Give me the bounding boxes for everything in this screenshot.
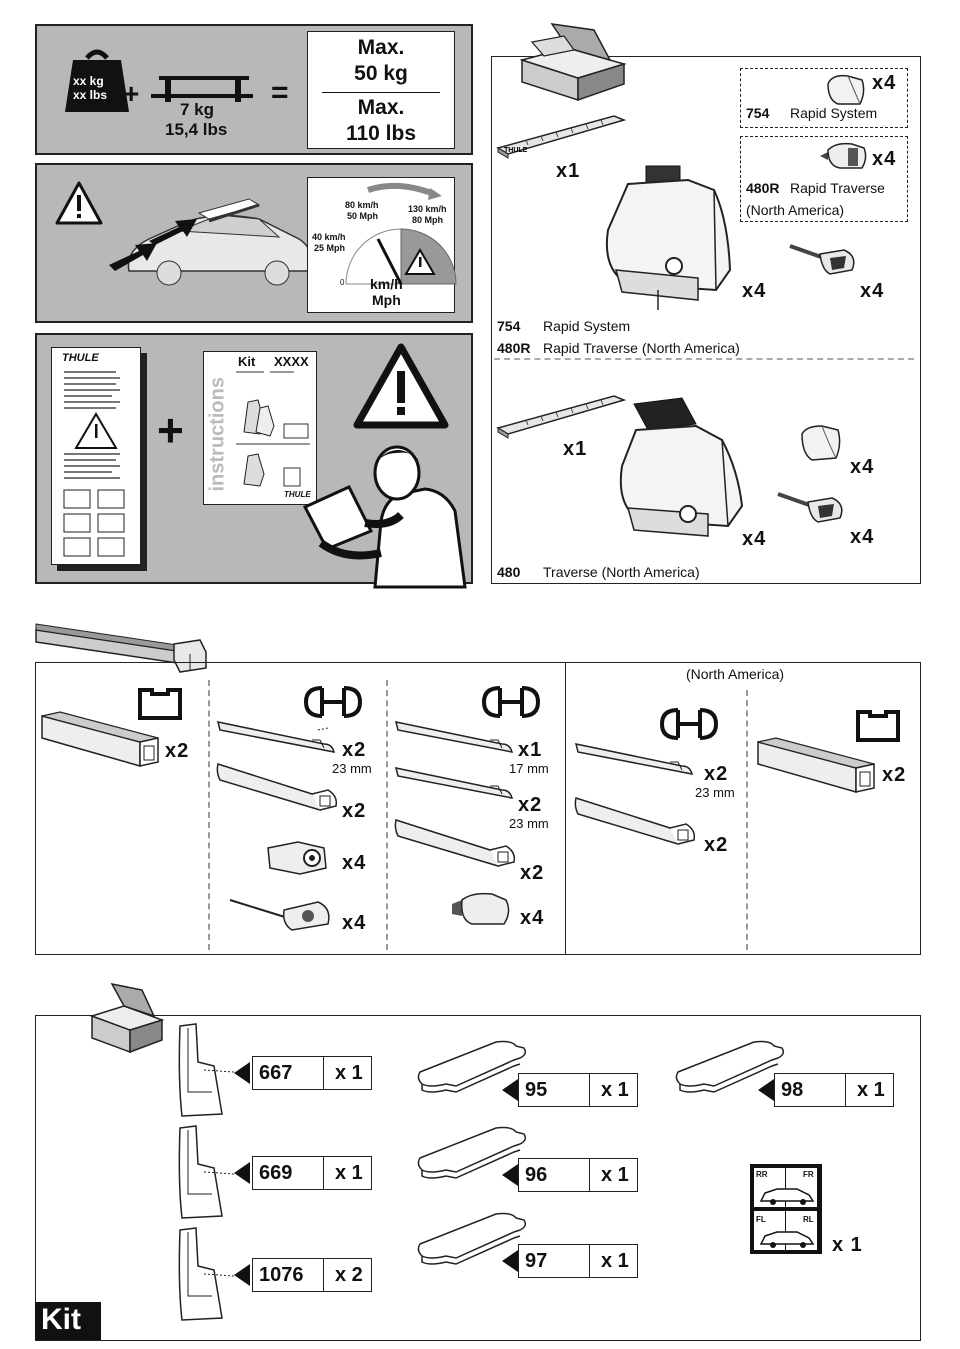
sticker-rl: RL	[803, 1215, 814, 1224]
pad-97-code: 97	[525, 1250, 548, 1272]
max-label: Max.	[357, 36, 405, 59]
car-icon-2	[759, 1228, 815, 1248]
wing-bar-short-icon	[216, 718, 340, 758]
bar-weight-kg: 7 kg	[180, 100, 215, 119]
sticker-rr: RR	[756, 1170, 768, 1179]
bolt-adapter-icon	[228, 894, 340, 934]
manual-booklet	[51, 347, 141, 565]
bracket-1076-row	[252, 1258, 372, 1292]
plus-sign-2: +	[157, 404, 184, 456]
c2-r3-qty: x4	[342, 852, 367, 874]
c2-r4-qty: x4	[342, 912, 367, 934]
legend-480r-code: 480R	[497, 340, 531, 356]
unit-kmh: km/h	[370, 276, 403, 292]
kit-sheet-brand: THULE	[284, 490, 311, 499]
bracket-1076-qty: x 2	[335, 1264, 363, 1286]
c3-r1-mm: 17 mm	[509, 761, 549, 776]
position-sticker	[750, 1164, 822, 1254]
pad-96-qty: x 1	[601, 1164, 629, 1186]
foot-2-qty: x4	[742, 528, 767, 550]
bracket-669-qty: x 1	[335, 1162, 363, 1184]
plus-sign: +	[123, 78, 140, 109]
col-separator-1	[208, 680, 210, 950]
bars-divider	[565, 662, 566, 955]
c3-r3-qty: x2	[520, 862, 545, 884]
end-cap-icon	[798, 424, 844, 464]
wing-bar-23-icon	[394, 764, 518, 804]
c2-r2-qty: x2	[342, 800, 367, 822]
pointer-arrow-icon-4	[502, 1079, 518, 1101]
wing-profile-icon-3	[660, 708, 718, 740]
traverse-foot-icon	[612, 396, 750, 546]
kit-code: XXXX	[274, 354, 309, 369]
bracket-667-qty: x 1	[335, 1062, 363, 1084]
c4-r1-mm: 23 mm	[695, 785, 735, 800]
legend-480-name: Traverse (North America)	[543, 564, 700, 580]
speed-panel	[35, 163, 473, 323]
weight-label-lbs: xx lbs	[73, 88, 108, 102]
unit-mph: Mph	[372, 292, 401, 308]
lock-key-icon-2	[774, 488, 850, 528]
speed-80: 80 km/h	[345, 200, 379, 210]
square-bar-qty: x2	[165, 740, 190, 762]
measuring-ruler-icon-2	[496, 392, 626, 438]
warning-large-icon	[353, 343, 449, 429]
pad-96-code: 96	[525, 1164, 548, 1186]
legend-754-name: Rapid System	[543, 318, 631, 334]
roof-foot-icon	[598, 160, 738, 310]
c3-r1-qty: x1	[518, 739, 543, 761]
pointer-arrow-icon	[234, 1062, 250, 1084]
equals-sign: =	[271, 76, 289, 109]
speed-zero: 0	[340, 278, 345, 287]
pad-96-row	[518, 1158, 638, 1192]
bracket-1076-icon	[174, 1226, 230, 1322]
pad-97-row	[518, 1244, 638, 1278]
speed-25: 25 Mph	[314, 243, 346, 253]
package-box-icon	[514, 20, 632, 100]
measuring-ruler-icon	[496, 112, 626, 158]
c5-qty: x2	[882, 764, 907, 786]
instructions-label: instructions	[206, 377, 229, 492]
pointer-arrow-icon-6	[502, 1250, 518, 1272]
lock-key-icon	[786, 240, 862, 280]
sheet-diagrams-icon	[234, 372, 314, 502]
square-bar-na-icon	[756, 738, 876, 798]
part-754-qty: x4	[872, 72, 897, 94]
instructions-panel	[35, 333, 473, 584]
divider	[322, 92, 440, 93]
part-480r-qty: x4	[872, 148, 897, 170]
manual-lines-icon	[60, 368, 132, 558]
speed-50: 50 Mph	[347, 211, 379, 221]
sticker-fl: FL	[756, 1215, 766, 1224]
wing-bar-na-icon	[574, 740, 698, 780]
col-separator-2	[386, 680, 388, 950]
c3-r4-qty: x4	[520, 907, 545, 929]
pad-97-qty: x 1	[601, 1250, 629, 1272]
pad-95-qty: x 1	[601, 1079, 629, 1101]
legend-480-code: 480	[497, 564, 521, 580]
legend-480r-name: Rapid Traverse (North America)	[543, 340, 740, 356]
part-754-code: 754	[746, 105, 770, 121]
pad-95-row	[518, 1073, 638, 1107]
key-qty: x4	[860, 280, 885, 302]
part-754-name: Rapid System	[790, 105, 878, 121]
kit-tag-label: Kit	[41, 1303, 81, 1336]
speed-gauge-box	[307, 177, 455, 313]
bracket-1076-code: 1076	[259, 1264, 304, 1286]
kit-tag	[35, 1302, 101, 1340]
pad-98-code: 98	[781, 1079, 804, 1101]
part-480r-name: Rapid Traverse	[790, 180, 885, 196]
warning-icon	[55, 181, 103, 225]
bars-region-label: (North America)	[686, 666, 785, 682]
bracket-667-code: 667	[259, 1062, 293, 1084]
cap-2-qty: x4	[850, 456, 875, 478]
pad-98-row	[774, 1073, 894, 1107]
max-label-2: Max.	[357, 96, 405, 119]
max-lbs: 110 lbs	[345, 122, 417, 145]
wing-bar-na-icon-2	[574, 794, 698, 854]
pointer-arrow-icon-3	[234, 1264, 250, 1286]
max-kg: 50 kg	[354, 62, 408, 85]
bracket-669-icon	[174, 1124, 230, 1220]
weight-label: xx kg	[73, 74, 104, 88]
kit-label: Kit	[238, 354, 256, 369]
pointer-arrow-icon-2	[234, 1162, 250, 1184]
pad-95-code: 95	[525, 1079, 548, 1101]
ruler-2-qty: x1	[563, 438, 588, 460]
rapid-cap-icon	[824, 72, 868, 108]
part-480r-code: 480R	[746, 180, 780, 196]
adapter-icon	[264, 838, 334, 878]
max-load-box	[307, 31, 455, 149]
rapid-traverse-cap-icon	[818, 138, 870, 172]
key-2-qty: x4	[850, 526, 875, 548]
manual-brand: THULE	[62, 352, 99, 364]
svg-text:THULE: THULE	[504, 147, 528, 154]
feet-divider	[494, 358, 914, 360]
speed-80mph: 80 Mph	[412, 215, 444, 225]
sticker-fr: FR	[803, 1170, 814, 1179]
foot-qty: x4	[742, 280, 767, 302]
c2-r1-qty: x2	[342, 739, 367, 761]
car-icon	[759, 1185, 815, 1205]
person-reading-icon	[305, 431, 475, 587]
pad-98-qty: x 1	[857, 1079, 885, 1101]
ruler-qty: x1	[556, 160, 581, 182]
speed-40: 40 km/h	[312, 232, 346, 242]
bracket-667-row	[252, 1056, 372, 1090]
wing-bar-17-icon	[394, 718, 518, 758]
c4-r1-qty: x2	[704, 763, 729, 785]
wing-bar-icon-3	[394, 816, 518, 876]
load-panel	[35, 24, 473, 155]
bracket-667-icon	[174, 1022, 230, 1118]
wing-profile-icon-2	[482, 686, 540, 718]
pointer-arrow-icon-5	[502, 1164, 518, 1186]
c4-r2-qty: x2	[704, 834, 729, 856]
end-cap-icon-2	[450, 890, 514, 930]
speed-130: 130 km/h	[408, 204, 447, 214]
col-separator-3	[746, 690, 748, 950]
wing-profile-icon	[304, 686, 362, 718]
square-bar-icon	[40, 712, 160, 772]
legend-754-code: 754	[497, 318, 521, 334]
bracket-669-code: 669	[259, 1162, 293, 1184]
c3-r2-qty: x2	[518, 794, 543, 816]
c2-r1-mm: 23 mm	[332, 761, 372, 776]
pointer-arrow-icon-7	[758, 1079, 774, 1101]
car-with-bars-icon	[109, 191, 319, 291]
wing-bar-icon	[216, 760, 340, 820]
kit-sheet	[203, 351, 317, 505]
bracket-669-row	[252, 1156, 372, 1190]
package-box-icon-2	[88, 980, 168, 1056]
bar-weight-lbs: 15,4 lbs	[165, 120, 228, 139]
c3-r2-mm: 23 mm	[509, 816, 549, 831]
part-480r-region: (North America)	[746, 202, 845, 218]
sticker-qty: x 1	[832, 1234, 863, 1256]
